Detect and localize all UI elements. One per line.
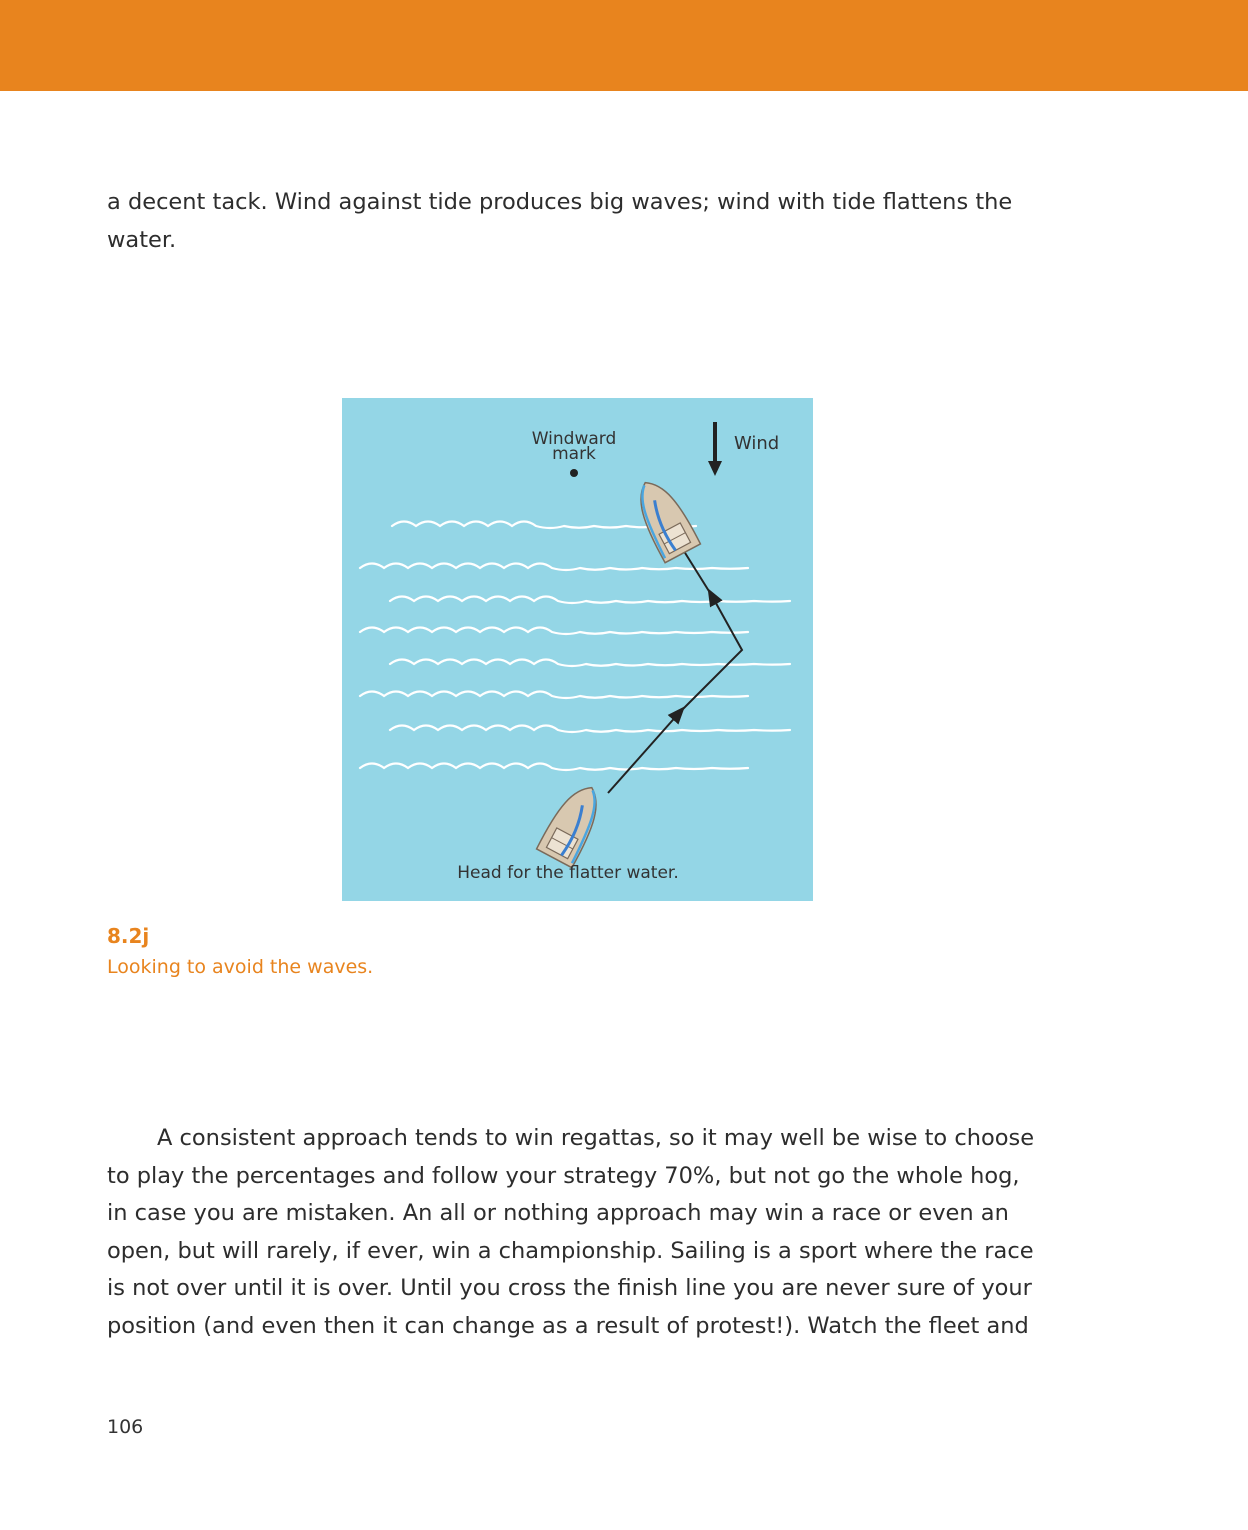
- wind-label: Wind: [734, 433, 780, 454]
- body-paragraph-top: a decent tack. Wind against tide produces big waves; wind with tide flattens the water.: [107, 189, 1013, 253]
- page-number: 106: [107, 1416, 144, 1438]
- body-paragraph-bottom: A consistent approach tends to win regattas, so it may well be wise to choose to play the percentages and follow your strategy 70%, but not go the whole hog, in case you are mistaken. An all or nothing approach may win a race or even an open, but will rarely, if ever, win a championship. Sailing is a sport where the race is not over until it is over. Until you cross the finish line you are never sure of your position (and even then it can change as a result of protest!). Watch the fleet and: [107, 1125, 1035, 1339]
- figure-wave-diagram: [342, 398, 813, 901]
- diagram-svg: [342, 398, 813, 901]
- figure-number: 8.2j: [107, 924, 150, 948]
- figure-caption: Looking to avoid the waves.: [107, 956, 374, 978]
- windward-label-line1: Windward: [531, 429, 617, 449]
- windward-label-line2: mark: [552, 444, 596, 464]
- head-for-flatter-label: Head for the flatter water.: [457, 863, 679, 883]
- top-color-band: [0, 0, 1248, 91]
- windward-mark-icon: [570, 469, 578, 477]
